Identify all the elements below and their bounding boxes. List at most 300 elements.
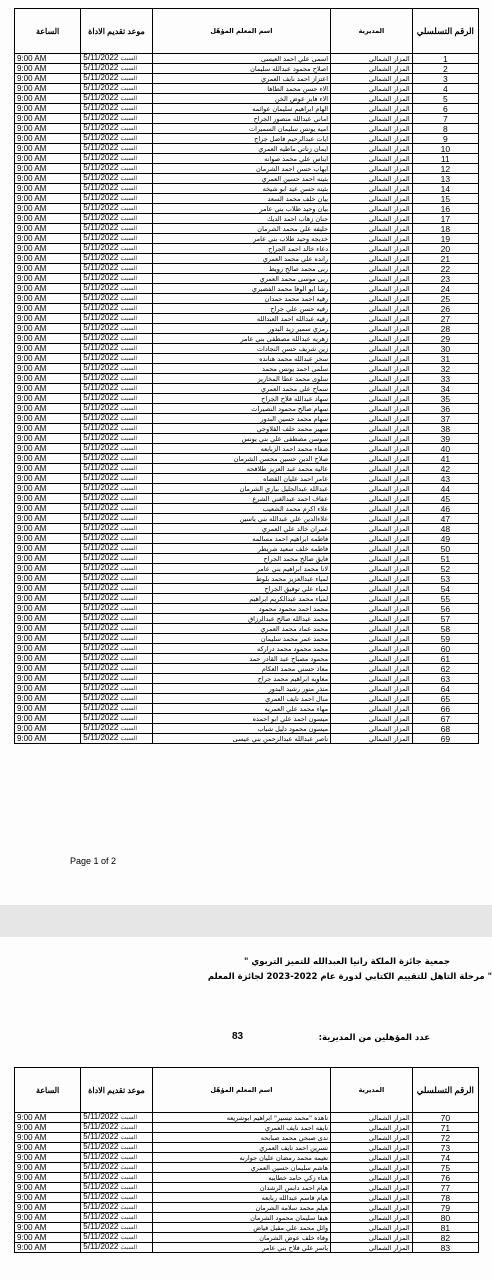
serial-number-cell: 61 [412, 654, 478, 664]
day-label: السبت [120, 596, 138, 602]
time-cell: 9:00 AM [15, 734, 81, 744]
serial-number-cell: 27 [412, 314, 478, 324]
date-cell [81, 534, 152, 544]
teacher-name-cell: سهام محمد حسين البدور [152, 414, 330, 424]
date-cell [81, 254, 152, 264]
table-row [15, 204, 479, 214]
day-label: السبت [120, 1175, 138, 1181]
time-cell: 9:00 AM [15, 724, 81, 734]
col-header-name: اسم المعلم المؤهّل [152, 1068, 330, 1113]
date-cell [81, 264, 152, 274]
teacher-name-cell: رانده علي محمد العمري [152, 254, 330, 264]
directorate-cell: المزار الشمالي [331, 334, 413, 344]
teacher-name-cell: ربى موسى محمد العمري [152, 274, 330, 284]
date-value: 5/11/2022 [83, 723, 119, 732]
table-row [15, 704, 479, 714]
date-cell [81, 304, 152, 314]
date-cell [81, 594, 152, 604]
directorate-cell: المزار الشمالي [331, 94, 413, 104]
serial-number-cell: 49 [412, 534, 478, 544]
serial-number-cell: 18 [412, 224, 478, 234]
day-label: السبت [120, 546, 138, 552]
teacher-name-cell: اميه يونس سليمان السميرات [152, 124, 330, 134]
date-cell [81, 644, 152, 654]
date-value: 5/11/2022 [83, 253, 119, 262]
time-cell: 9:00 AM [15, 614, 81, 624]
date-value: 5/11/2022 [83, 93, 119, 102]
date-value: 5/11/2022 [83, 623, 119, 632]
serial-number-cell: 74 [412, 1153, 478, 1163]
day-label: السبت [120, 326, 138, 332]
serial-number-cell: 8 [412, 124, 478, 134]
day-label: السبت [120, 56, 138, 62]
time-cell: 9:00 AM [15, 94, 81, 104]
serial-number-cell: 57 [412, 614, 478, 624]
table-row [15, 1153, 479, 1163]
day-label: السبت [120, 386, 138, 392]
table-row [15, 244, 479, 254]
teacher-name-cell: ايمان زناتي ماطيه العمري [152, 144, 330, 154]
directorate-cell: المزار الشمالي [331, 674, 413, 684]
time-cell: 9:00 AM [15, 624, 81, 634]
directorate-cell: المزار الشمالي [331, 424, 413, 434]
time-cell: 9:00 AM [15, 1143, 81, 1153]
teacher-name-cell: ايناس علي محمد صوانه [152, 154, 330, 164]
serial-number-cell: 17 [412, 214, 478, 224]
time-cell: 9:00 AM [15, 174, 81, 184]
serial-number-cell: 58 [412, 624, 478, 634]
table-row [15, 1193, 479, 1203]
time-cell: 9:00 AM [15, 414, 81, 424]
date-value: 5/11/2022 [83, 143, 119, 152]
teacher-name-cell: هاشم سليمان حسين العمري [152, 1163, 330, 1173]
serial-number-cell: 9 [412, 134, 478, 144]
serial-number-cell: 34 [412, 384, 478, 394]
directorate-cell: المزار الشمالي [331, 644, 413, 654]
teacher-name-cell: صفاء محمد احمد الزبابعه [152, 444, 330, 454]
table-row [15, 1133, 479, 1143]
time-cell: 9:00 AM [15, 514, 81, 524]
time-cell: 9:00 AM [15, 254, 81, 264]
day-label: السبت [120, 606, 138, 612]
day-label: السبت [120, 266, 138, 272]
time-cell: 9:00 AM [15, 324, 81, 334]
teacher-name-cell: عاليه محمد عبد العزيز طلافحه [152, 464, 330, 474]
date-cell [81, 344, 152, 354]
date-value: 5/11/2022 [83, 593, 119, 602]
date-value: 5/11/2022 [83, 513, 119, 522]
date-value: 5/11/2022 [83, 443, 119, 452]
day-label: السبت [120, 136, 138, 142]
date-value: 5/11/2022 [83, 423, 119, 432]
table-row [15, 214, 479, 224]
table-row [15, 194, 479, 204]
date-cell [81, 1243, 152, 1253]
directorate-cell: المزار الشمالي [331, 184, 413, 194]
teacher-name-cell: بثينه حسن عيد ابو شيخه [152, 184, 330, 194]
day-label: السبت [120, 1115, 138, 1121]
teacher-name-cell: محمد عماد محمد العمري [152, 624, 330, 634]
table-row [15, 674, 479, 684]
time-cell: 9:00 AM [15, 494, 81, 504]
table-row [15, 384, 479, 394]
directorate-cell: المزار الشمالي [331, 564, 413, 574]
table-row [15, 694, 479, 704]
directorate-cell: المزار الشمالي [331, 84, 413, 94]
teacher-name-cell: هيفا سليمان محمود الشرمان [152, 1213, 330, 1223]
teacher-name-cell: نايفه احمد نايف العمري [152, 1123, 330, 1133]
table-row [15, 334, 479, 344]
date-value: 5/11/2022 [83, 223, 119, 232]
time-cell: 9:00 AM [15, 1113, 81, 1123]
day-label: السبت [120, 256, 138, 262]
day-label: السبت [120, 616, 138, 622]
teacher-name-cell: سلوى محمد عطا المخاريز [152, 374, 330, 384]
directorate-cell: المزار الشمالي [331, 234, 413, 244]
table-body-page-1 [15, 54, 479, 744]
table-row [15, 224, 479, 234]
serial-number-cell: 41 [412, 454, 478, 464]
serial-number-cell: 20 [412, 244, 478, 254]
association-title: جمعية جائزة الملكة رانيا العبدالله للتميز التربوي " [243, 957, 450, 967]
teacher-name-cell: ايهاب حسن احمد الشرمان [152, 164, 330, 174]
time-cell: 9:00 AM [15, 594, 81, 604]
day-label: السبت [120, 236, 138, 242]
day-label: السبت [120, 86, 138, 92]
table-header-row [15, 1068, 479, 1113]
directorate-cell: المزار الشمالي [331, 484, 413, 494]
time-cell: 9:00 AM [15, 714, 81, 724]
time-cell: 9:00 AM [15, 1123, 81, 1133]
table-row [15, 1203, 479, 1213]
serial-number-cell: 76 [412, 1173, 478, 1183]
teacher-name-cell: لانا محمد ابراهيم بني عامر [152, 564, 330, 574]
date-cell [81, 1153, 152, 1163]
serial-number-cell: 44 [412, 484, 478, 494]
serial-number-cell: 39 [412, 434, 478, 444]
serial-number-cell: 53 [412, 574, 478, 584]
directorate-cell: المزار الشمالي [331, 624, 413, 634]
time-cell: 9:00 AM [15, 1193, 81, 1203]
teacher-name-cell: الهام ابراهيم سليمان عوائمه [152, 104, 330, 114]
date-cell [81, 694, 152, 704]
directorate-cell: المزار الشمالي [331, 174, 413, 184]
date-cell [81, 624, 152, 634]
time-cell: 9:00 AM [15, 114, 81, 124]
serial-number-cell: 30 [412, 344, 478, 354]
day-label: السبت [120, 636, 138, 642]
time-cell: 9:00 AM [15, 294, 81, 304]
date-cell [81, 474, 152, 484]
day-label: السبت [120, 186, 138, 192]
date-cell [81, 1223, 152, 1233]
date-cell [81, 524, 152, 534]
directorate-cell: المزار الشمالي [331, 314, 413, 324]
serial-number-cell: 80 [412, 1213, 478, 1223]
serial-number-cell: 47 [412, 514, 478, 524]
table-row [15, 484, 479, 494]
directorate-cell: المزار الشمالي [331, 544, 413, 554]
date-value: 5/11/2022 [83, 183, 119, 192]
day-label: السبت [120, 66, 138, 72]
date-cell [81, 274, 152, 284]
date-cell [81, 1183, 152, 1193]
directorate-cell: المزار الشمالي [331, 1143, 413, 1153]
directorate-cell: المزار الشمالي [331, 434, 413, 444]
time-cell: 9:00 AM [15, 464, 81, 474]
date-cell [81, 164, 152, 174]
serial-number-cell: 50 [412, 544, 478, 554]
time-cell: 9:00 AM [15, 364, 81, 374]
directorate-cell: المزار الشمالي [331, 384, 413, 394]
teacher-name-cell: هيام احمد دابس الرشدان [152, 1183, 330, 1193]
day-label: السبت [120, 276, 138, 282]
date-cell [81, 324, 152, 334]
teacher-name-cell: نعيمه محمد رمضان عليان جوارنه [152, 1153, 330, 1163]
time-cell: 9:00 AM [15, 224, 81, 234]
time-cell: 9:00 AM [15, 694, 81, 704]
teacher-name-cell: سهاد عبدالله فلاح الجراح [152, 394, 330, 404]
serial-number-cell: 22 [412, 264, 478, 274]
teacher-name-cell: هناء زكي حامد خطايبه [152, 1173, 330, 1183]
date-value: 5/11/2022 [83, 283, 119, 292]
serial-number-cell: 32 [412, 364, 478, 374]
teacher-name-cell: خديجه وحيد طلاب بني عامر [152, 234, 330, 244]
teacher-name-cell: ربى محمد صالح رويط [152, 264, 330, 274]
directorate-cell: المزار الشمالي [331, 1173, 413, 1183]
date-value: 5/11/2022 [83, 703, 119, 712]
date-value: 5/11/2022 [83, 1132, 119, 1141]
serial-number-cell: 43 [412, 474, 478, 484]
day-label: السبت [120, 466, 138, 472]
col-header-directorate: المديرية [331, 1068, 413, 1113]
day-label: السبت [120, 376, 138, 382]
date-value: 5/11/2022 [83, 373, 119, 382]
teacher-name-cell: محمد احمد محمود محمود [152, 604, 330, 614]
directorate-cell: المزار الشمالي [331, 734, 413, 744]
time-cell: 9:00 AM [15, 554, 81, 564]
serial-number-cell: 81 [412, 1223, 478, 1233]
day-label: السبت [120, 556, 138, 562]
serial-number-cell: 67 [412, 714, 478, 724]
table-row [15, 664, 479, 674]
table-row [15, 134, 479, 144]
date-value: 5/11/2022 [83, 133, 119, 142]
time-cell: 9:00 AM [15, 104, 81, 114]
date-value: 5/11/2022 [83, 1212, 119, 1221]
date-value: 5/11/2022 [83, 123, 119, 132]
day-label: السبت [120, 656, 138, 662]
date-cell [81, 334, 152, 344]
day-label: السبت [120, 576, 138, 582]
table-row [15, 74, 479, 84]
table-row [15, 594, 479, 604]
time-cell: 9:00 AM [15, 504, 81, 514]
serial-number-cell: 52 [412, 564, 478, 574]
table-row [15, 314, 479, 324]
date-cell [81, 414, 152, 424]
teacher-name-cell: ياسر علي فلاح بني عامر [152, 1243, 330, 1253]
serial-number-cell: 35 [412, 394, 478, 404]
table-row [15, 234, 479, 244]
table-row [15, 154, 479, 164]
day-label: السبت [120, 106, 138, 112]
table-row [15, 724, 479, 734]
directorate-cell: المزار الشمالي [331, 104, 413, 114]
date-cell [81, 384, 152, 394]
date-value: 5/11/2022 [83, 233, 119, 242]
table-row [15, 684, 479, 694]
teacher-name-cell: بيان خلف محمد السعد [152, 194, 330, 204]
col-header-time: الساعة [15, 9, 81, 54]
directorate-cell: المزار الشمالي [331, 114, 413, 124]
directorate-cell: المزار الشمالي [331, 714, 413, 724]
directorate-cell: المزار الشمالي [331, 474, 413, 484]
directorate-cell: المزار الشمالي [331, 264, 413, 274]
teacher-name-cell: سلمى احمد يونس محمد [152, 364, 330, 374]
serial-number-cell: 25 [412, 294, 478, 304]
table-row [15, 544, 479, 554]
day-label: السبت [120, 646, 138, 652]
directorate-cell: المزار الشمالي [331, 54, 413, 64]
day-label: السبت [120, 216, 138, 222]
serial-number-cell: 16 [412, 204, 478, 214]
table-row [15, 654, 479, 664]
day-label: السبت [120, 586, 138, 592]
serial-number-cell: 79 [412, 1203, 478, 1213]
teacher-name-cell: لمياء علي توفيق الجراح [152, 584, 330, 594]
date-value: 5/11/2022 [83, 1182, 119, 1191]
table-row [15, 1233, 479, 1243]
directorate-cell: المزار الشمالي [331, 1153, 413, 1163]
teacher-name-cell: هيام قاسم عبدالله ربابعه [152, 1193, 330, 1203]
date-cell [81, 394, 152, 404]
time-cell: 9:00 AM [15, 434, 81, 444]
teacher-name-cell: دعاء خالد احمد الجراح [152, 244, 330, 254]
directorate-cell: المزار الشمالي [331, 284, 413, 294]
date-value: 5/11/2022 [83, 493, 119, 502]
time-cell: 9:00 AM [15, 164, 81, 174]
directorate-cell: المزار الشمالي [331, 1133, 413, 1143]
time-cell: 9:00 AM [15, 474, 81, 484]
stage-title: " مرحلة التاهل للتقييم الكتابي لدورة عام 2022-2023 لجائزة المعلم [207, 972, 492, 982]
serial-number-cell: 78 [412, 1193, 478, 1203]
time-cell: 9:00 AM [15, 384, 81, 394]
date-cell [81, 454, 152, 464]
date-cell [81, 404, 152, 414]
table-row [15, 274, 479, 284]
day-label: السبت [120, 696, 138, 702]
day-label: السبت [120, 1235, 138, 1241]
teacher-name-cell: عامر احمد عليان القضاه [152, 474, 330, 484]
serial-number-cell: 7 [412, 114, 478, 124]
time-cell: 9:00 AM [15, 1223, 81, 1233]
date-value: 5/11/2022 [83, 243, 119, 252]
col-header-serial: الرقم التسلسلي [412, 1068, 478, 1113]
date-value: 5/11/2022 [83, 273, 119, 282]
table-row [15, 144, 479, 154]
directorate-cell: المزار الشمالي [331, 704, 413, 714]
date-value: 5/11/2022 [83, 673, 119, 682]
time-cell: 9:00 AM [15, 1173, 81, 1183]
time-cell: 9:00 AM [15, 204, 81, 214]
page-number: Page 1 of 2 [70, 856, 117, 866]
directorate-cell: المزار الشمالي [331, 214, 413, 224]
date-value: 5/11/2022 [83, 1222, 119, 1231]
time-cell: 9:00 AM [15, 634, 81, 644]
date-value: 5/11/2022 [83, 1232, 119, 1241]
directorate-cell: المزار الشمالي [331, 604, 413, 614]
directorate-cell: المزار الشمالي [331, 144, 413, 154]
date-cell [81, 374, 152, 384]
table-row [15, 1223, 479, 1233]
time-cell: 9:00 AM [15, 314, 81, 324]
teacher-name-cell: سماح علي محمد العمري [152, 384, 330, 394]
teacher-name-cell: لمياء محمد عبدالكريم ابراهيم [152, 594, 330, 604]
date-value: 5/11/2022 [83, 1172, 119, 1181]
directorate-cell: المزار الشمالي [331, 654, 413, 664]
table-row [15, 124, 479, 134]
serial-number-cell: 46 [412, 504, 478, 514]
time-cell: 9:00 AM [15, 124, 81, 134]
date-cell [81, 674, 152, 684]
teacher-name-cell: حنان زهاب احمد الديك [152, 214, 330, 224]
directorate-cell: المزار الشمالي [331, 1163, 413, 1173]
directorate-cell: المزار الشمالي [331, 614, 413, 624]
directorate-cell: المزار الشمالي [331, 194, 413, 204]
time-cell: 9:00 AM [15, 304, 81, 314]
teacher-name-cell: رمزي سمير زيد البدور [152, 324, 330, 334]
col-header-date: موعد تقديم الاداة [81, 9, 152, 54]
date-cell [81, 574, 152, 584]
day-label: السبت [120, 436, 138, 442]
table-row [15, 474, 479, 484]
time-cell: 9:00 AM [15, 154, 81, 164]
date-value: 5/11/2022 [83, 633, 119, 642]
time-cell: 9:00 AM [15, 214, 81, 224]
serial-number-cell: 55 [412, 594, 478, 604]
day-label: السبت [120, 316, 138, 322]
date-cell [81, 484, 152, 494]
time-cell: 9:00 AM [15, 674, 81, 684]
table-row [15, 514, 479, 524]
table-row [15, 1143, 479, 1153]
teacher-name-cell: وائل محمد علي مقبل فياض [152, 1223, 330, 1233]
time-cell: 9:00 AM [15, 454, 81, 464]
time-cell: 9:00 AM [15, 1163, 81, 1173]
day-label: السبت [120, 1135, 138, 1141]
serial-number-cell: 14 [412, 184, 478, 194]
date-cell [81, 1203, 152, 1213]
date-cell [81, 614, 152, 624]
date-cell [81, 124, 152, 134]
teacher-name-cell: ايات عبدالرحيم فاضل جراح [152, 134, 330, 144]
date-cell [81, 54, 152, 64]
day-label: السبت [120, 676, 138, 682]
directorate-cell: المزار الشمالي [331, 534, 413, 544]
day-label: السبت [120, 396, 138, 402]
date-value: 5/11/2022 [83, 153, 119, 162]
table-row [15, 344, 479, 354]
date-cell [81, 494, 152, 504]
serial-number-cell: 69 [412, 734, 478, 744]
date-cell [81, 564, 152, 574]
teacher-name-cell: معاذ حسني محمد العكام [152, 664, 330, 674]
day-label: السبت [120, 446, 138, 452]
teacher-name-cell: حليفه علي محمد الشرمان [152, 224, 330, 234]
time-cell: 9:00 AM [15, 1243, 81, 1253]
table-row [15, 614, 479, 624]
